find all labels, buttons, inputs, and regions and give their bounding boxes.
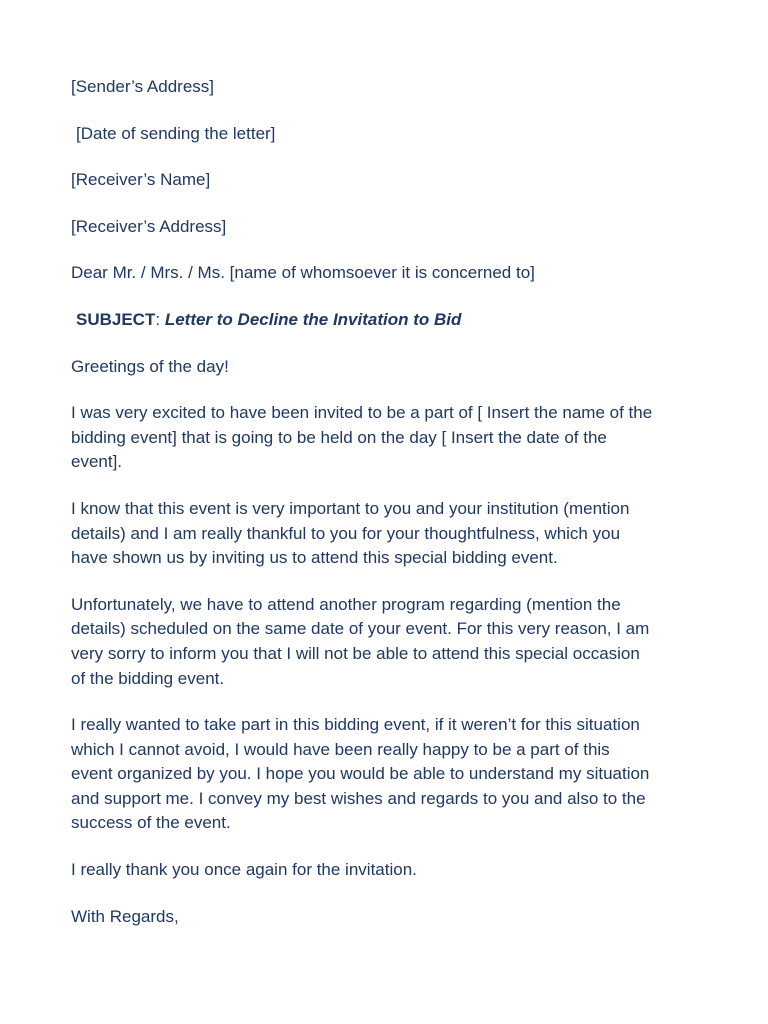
body-paragraph-2: I know that this event is very important to you and your institution (mention details) and I am really thankful to you for your thoughtfulness, which you have shown us by inviting us to attend this special bidding event. <box>71 498 630 568</box>
greeting: Greetings of the day! <box>71 356 229 376</box>
body-paragraph-3: Unfortunately, we have to attend another program regarding (mention the details) scheduled on the same date of your event. For this very reason, I am very sorry to inform you that I will not be able to attend this special occasion of the bidding event. <box>71 594 650 688</box>
receiver-address: [Receiver’s Address] <box>71 216 227 236</box>
body-paragraph-5: I really thank you once again for the invitation. <box>71 860 417 880</box>
salutation: Dear Mr. / Mrs. / Ms. [name of whomsoever it is concerned to] <box>71 263 535 283</box>
sender-address: [Sender’s Address] <box>71 77 215 96</box>
subject-line <box>71 308 711 333</box>
letter-body <box>71 75 711 951</box>
closing: With Regards, <box>71 906 179 926</box>
body-paragraph-1: I was very excited to have been invited to be a part of [ Insert the name of the bidding event] that is going to be held on the day [ Insert the date of the event]. <box>71 403 653 472</box>
receiver-name: [Receiver’s Name] <box>71 170 211 190</box>
body-paragraph-4: I really wanted to take part in this bidding event, if it weren’t for this situation which I cannot avoid, I would have been really happy to be a part of this event organized by you. I hope you would be able to understand my situation and support me. I convey my best wishes and regards to you and also to the success of the event. <box>71 715 650 833</box>
letter-date: [Date of sending the letter] <box>76 123 276 143</box>
subject-label: SUBJECT <box>76 309 156 329</box>
subject-separator: : <box>155 309 165 329</box>
subject-text: Letter to Decline the Invitation to Bid <box>164 309 462 329</box>
